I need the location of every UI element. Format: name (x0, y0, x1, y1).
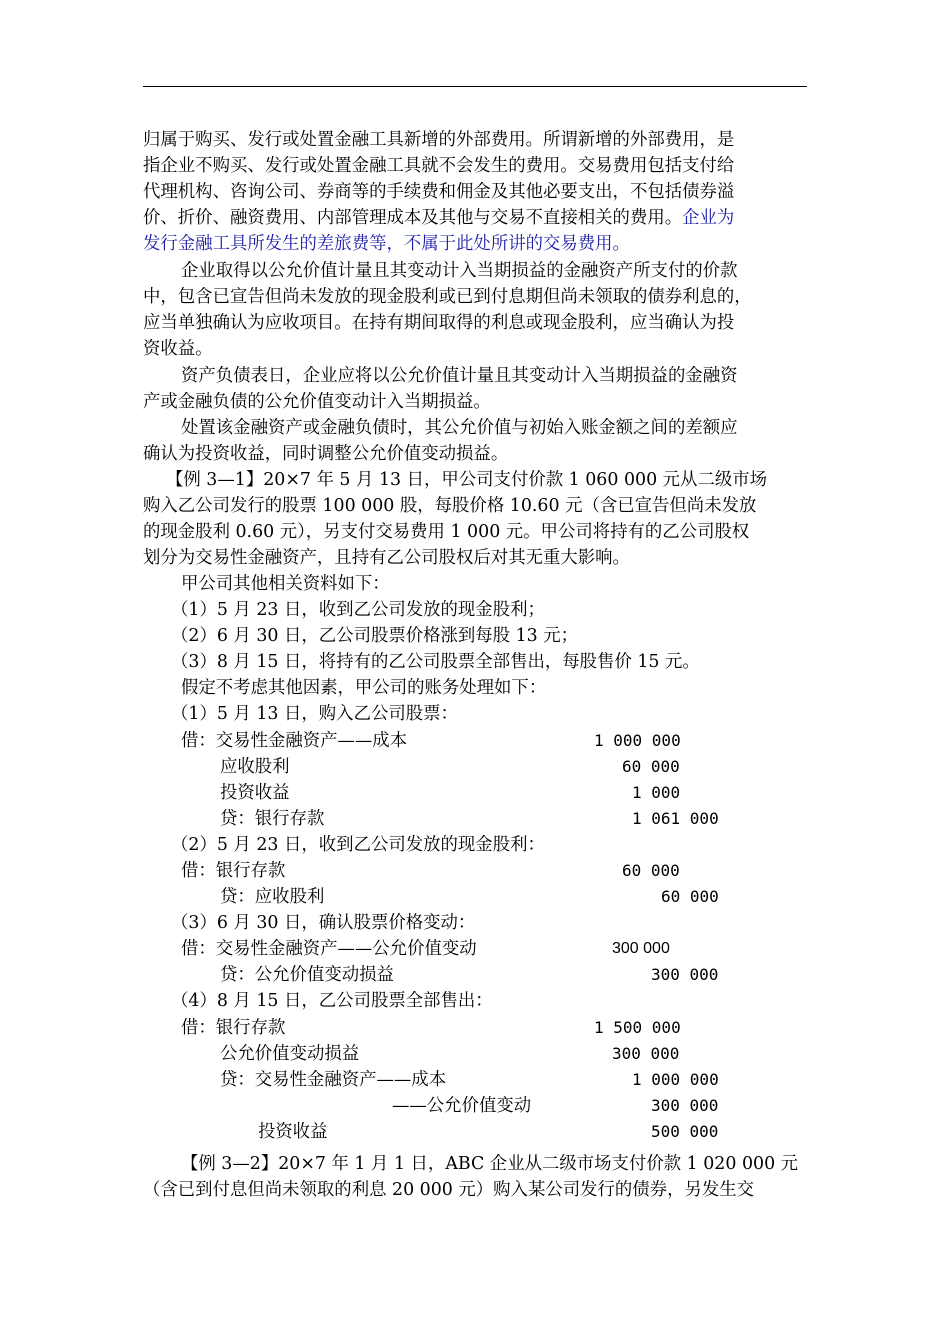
info-item-1: （1）5 月 23 日，收到乙公司发放的现金股利； (171, 600, 545, 620)
s4-amount-4: 300 000 (651, 1096, 719, 1115)
ex1-line-3: 的现金股利 0.60 元），另支付交易费用 1 000 元。甲公司将持有的乙公司股权 (143, 522, 750, 542)
s3-amount-2: 300 000 (651, 965, 719, 984)
p2-line-3: 应当单独确认为应收项目。在持有期间取得的利息或现金股利，应当确认为投 (143, 313, 735, 333)
ex1-line-4: 划分为交易性金融资产，且持有乙公司股权后对其无重大影响。 (143, 548, 630, 568)
s1-credit-1: 贷：银行存款 (220, 809, 325, 829)
s4-amount-5: 500 000 (651, 1122, 719, 1141)
s2-credit-1: 贷：应收股利 (220, 887, 325, 907)
p4-line-2: 确认为投资收益，同时调整公允价值变动损益。 (143, 444, 509, 464)
s4-credit-1: 贷：交易性金融资产——成本 (220, 1070, 447, 1090)
header-rule (143, 86, 807, 87)
s1-amount-1: 1 000 000 (594, 731, 681, 750)
s1-debit-2: 应收股利 (220, 757, 290, 777)
ex2-line-2: （含已到付息但尚未领取的利息 20 000 元）购入某公司发行的债券，另发生交 (143, 1180, 755, 1200)
p1-line-4 (143, 205, 734, 231)
step-4-title: （4）8 月 15 日，乙公司股票全部售出： (171, 991, 493, 1011)
info-item-3: （3）8 月 15 日，将持有的乙公司股票全部售出，每股售价 15 元。 (171, 652, 700, 672)
step-1-title: （1）5 月 13 日，购入乙公司股票： (171, 704, 458, 724)
p3-line-2: 产或金融负债的公允价值变动计入当期损益。 (143, 392, 491, 412)
step-3-title: （3）6 月 30 日，确认股票价格变动： (171, 913, 476, 933)
s1-debit-1: 借：交易性金融资产——成本 (181, 731, 408, 751)
p1-line-2: 指企业不购买、发行或处置金融工具就不会发生的费用。交易费用包括支付给 (143, 156, 735, 176)
p1-blue-line: 发行金融工具所发生的差旅费等，不属于此处所讲的交易费用。 (143, 234, 630, 254)
s2-amount-2: 60 000 (661, 887, 719, 906)
s2-debit-1: 借：银行存款 (181, 861, 286, 881)
s3-debit-1: 借：交易性金融资产——公允价值变动 (181, 939, 477, 959)
p1-line-3: 代理机构、咨询公司、券商等的手续费和佣金及其他必要支出，不包括债券溢 (143, 182, 735, 202)
s1-amount-4: 1 061 000 (632, 809, 719, 828)
s4-amount-3: 1 000 000 (632, 1070, 719, 1089)
s4-credit-3: 投资收益 (258, 1122, 328, 1142)
s4-debit-2: 公允价值变动损益 (220, 1044, 360, 1064)
p1-line-4-text: 价、折价、融资费用、内部管理成本及其他与交易不直接相关的费用。 (143, 208, 683, 228)
p4-line-1: 处置该金融资产或金融负债时，其公允价值与初始入账金额之间的差额应 (181, 418, 738, 438)
s1-debit-3: 投资收益 (220, 783, 290, 803)
s4-amount-1: 1 500 000 (594, 1018, 681, 1037)
s4-debit-1: 借：银行存款 (181, 1018, 286, 1038)
p3-line-1: 资产负债表日，企业应将以公允价值计量且其变动计入当期损益的金融资 (181, 366, 738, 386)
s1-amount-2: 60 000 (622, 757, 680, 776)
ex2-line-1: 【例 3—2】20×7 年 1 月 1 日，ABC 企业从二级市场支付价款 1 020 000 元 (181, 1154, 799, 1174)
p2-line-1: 企业取得以公允价值计量且其变动计入当期损益的金融资产所支付的价款 (181, 261, 738, 281)
step-2-title: （2）5 月 23 日，收到乙公司发放的现金股利： (171, 835, 545, 855)
s4-amount-2: 300 000 (612, 1044, 680, 1063)
s4-credit-2: ——公允价值变动 (392, 1096, 532, 1116)
ex1-line-1: 【例 3—1】20×7 年 5 月 13 日，甲公司支付价款 1 060 000 元从二级市场 (166, 470, 768, 490)
p2-line-2: 中，包含已宣告但尚未发放的现金股利或已到付息期但尚未领取的债券利息的， (143, 287, 752, 307)
s2-amount-1: 60 000 (622, 861, 680, 880)
info-item-2: （2）6 月 30 日，乙公司股票价格涨到每股 13 元； (171, 626, 579, 646)
other-info: 甲公司其他相关资料如下： (181, 574, 390, 594)
ex1-line-2: 购入乙公司发行的股票 100 000 股，每股价格 10.60 元（含已宣告但尚未发放 (143, 496, 757, 516)
s3-credit-1: 贷：公允价值变动损益 (220, 965, 394, 985)
p2-line-4: 资收益。 (143, 339, 213, 359)
p1-line-1: 归属于购买、发行或处置金融工具新增的外部费用。所谓新增的外部费用，是 (143, 130, 735, 150)
assume: 假定不考虑其他因素，甲公司的账务处理如下： (181, 678, 547, 698)
p1-blue-tail: 企业为 (682, 208, 735, 228)
s3-amount-1: 300 000 (612, 940, 670, 957)
s1-amount-3: 1 000 (632, 783, 681, 802)
